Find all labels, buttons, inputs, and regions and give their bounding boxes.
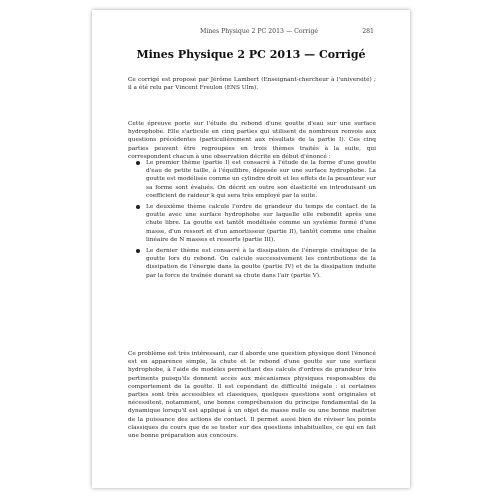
conclusion-paragraph: Ce problème est très intéressant, car il aborde une question physique dont l'énoncé est en apparence simple, la chute et le rebond d'une goutte sur une surface hydrophobe, à l'aide de modèles permettant des calculs d'ordres de grandeur très pertinents puisqu'ils donnent accès aux mécanismes physiques responsables du comportement de la goutte. Il est cependant de difficulté inégale : si certaines parties sont très accessibles et classiques, quelques questions sont originales et nécessitent, notamment, une bonne compréhension du principe fondamental de la dynamique lorsqu'il est appliqué à un objet de masse nulle ou une bonne maîtrise de la puissance des actions de contact. Il permet aussi bien de réviser les points classiques du cours que de se tester sur des questions inhabituelles, ce qui en fait une bonne préparation aux concours. bbox=[128, 351, 376, 440]
bullet-icon bbox=[136, 161, 140, 165]
overview-paragraph: Cette épreuve porte sur l'étude du rebond d'une goutte d'eau sur une surface hydrophobe. Elle s'articule en cinq parties qui utilisent de nombreux renvois aux questions précédentes (particulièrement aux résultats de la partie I). Ces cinq parties peuvent être regroupées en trois thèmes traités à la suite, qui correspondent chacun à une observation décrite en début d'énoncé : bbox=[128, 121, 376, 160]
bullet-icon bbox=[136, 205, 140, 209]
theme-item bbox=[136, 203, 376, 244]
theme-text: Le premier thème (partie I) est consacré à l'étude de la forme d'une goutte d'eau de petite taille, à l'équilibre, déposée sur une surface hydrophobe. La goutte est modélisée comme un cylindre droit et les effets de la pesanteur sur sa forme sont évalués. On décrit en outre son élasticité en introduisant un coefficient de raideur k qui sera très employé par la suite. bbox=[146, 160, 376, 199]
theme-item bbox=[136, 159, 376, 200]
running-header: Mines Physique 2 PC 2013 — Corrigé bbox=[200, 28, 319, 35]
theme-item bbox=[136, 247, 376, 280]
intro-paragraph: Ce corrigé est proposé par Jérôme Lambert (Enseignant-chercheur à l'université) ; il a été relu par Vincent Freulon (ENS Ulm). bbox=[128, 77, 376, 92]
document-title: Mines Physique 2 PC 2013 — Corrigé bbox=[136, 48, 366, 61]
page-number: 281 bbox=[362, 28, 374, 35]
bullet-icon bbox=[136, 249, 140, 253]
theme-text: Le dernier thème est consacré à la dissipation de l'énergie cinétique de la goutte lors du rebond. On calcule successivement les contributions de la dissipation de l'énergie dans la goutte (partie IV) et de la dissipation induite par la force de traînée durant sa chute dans l'air (partie V). bbox=[146, 248, 376, 279]
document-page bbox=[92, 10, 410, 488]
themes-list bbox=[136, 159, 376, 283]
theme-text: Le deuxième thème calcule l'ordre de grandeur du temps de contact de la goutte avec une surface hydrophobe sur laquelle elle rebondit après une chute libre. La goutte est tantôt modélisée comme un système formé d'une masse, d'un ressort et d'un amortisseur (partie II), tantôt comme une chaîne linéaire de N masses et ressorts (partie III). bbox=[146, 204, 376, 243]
